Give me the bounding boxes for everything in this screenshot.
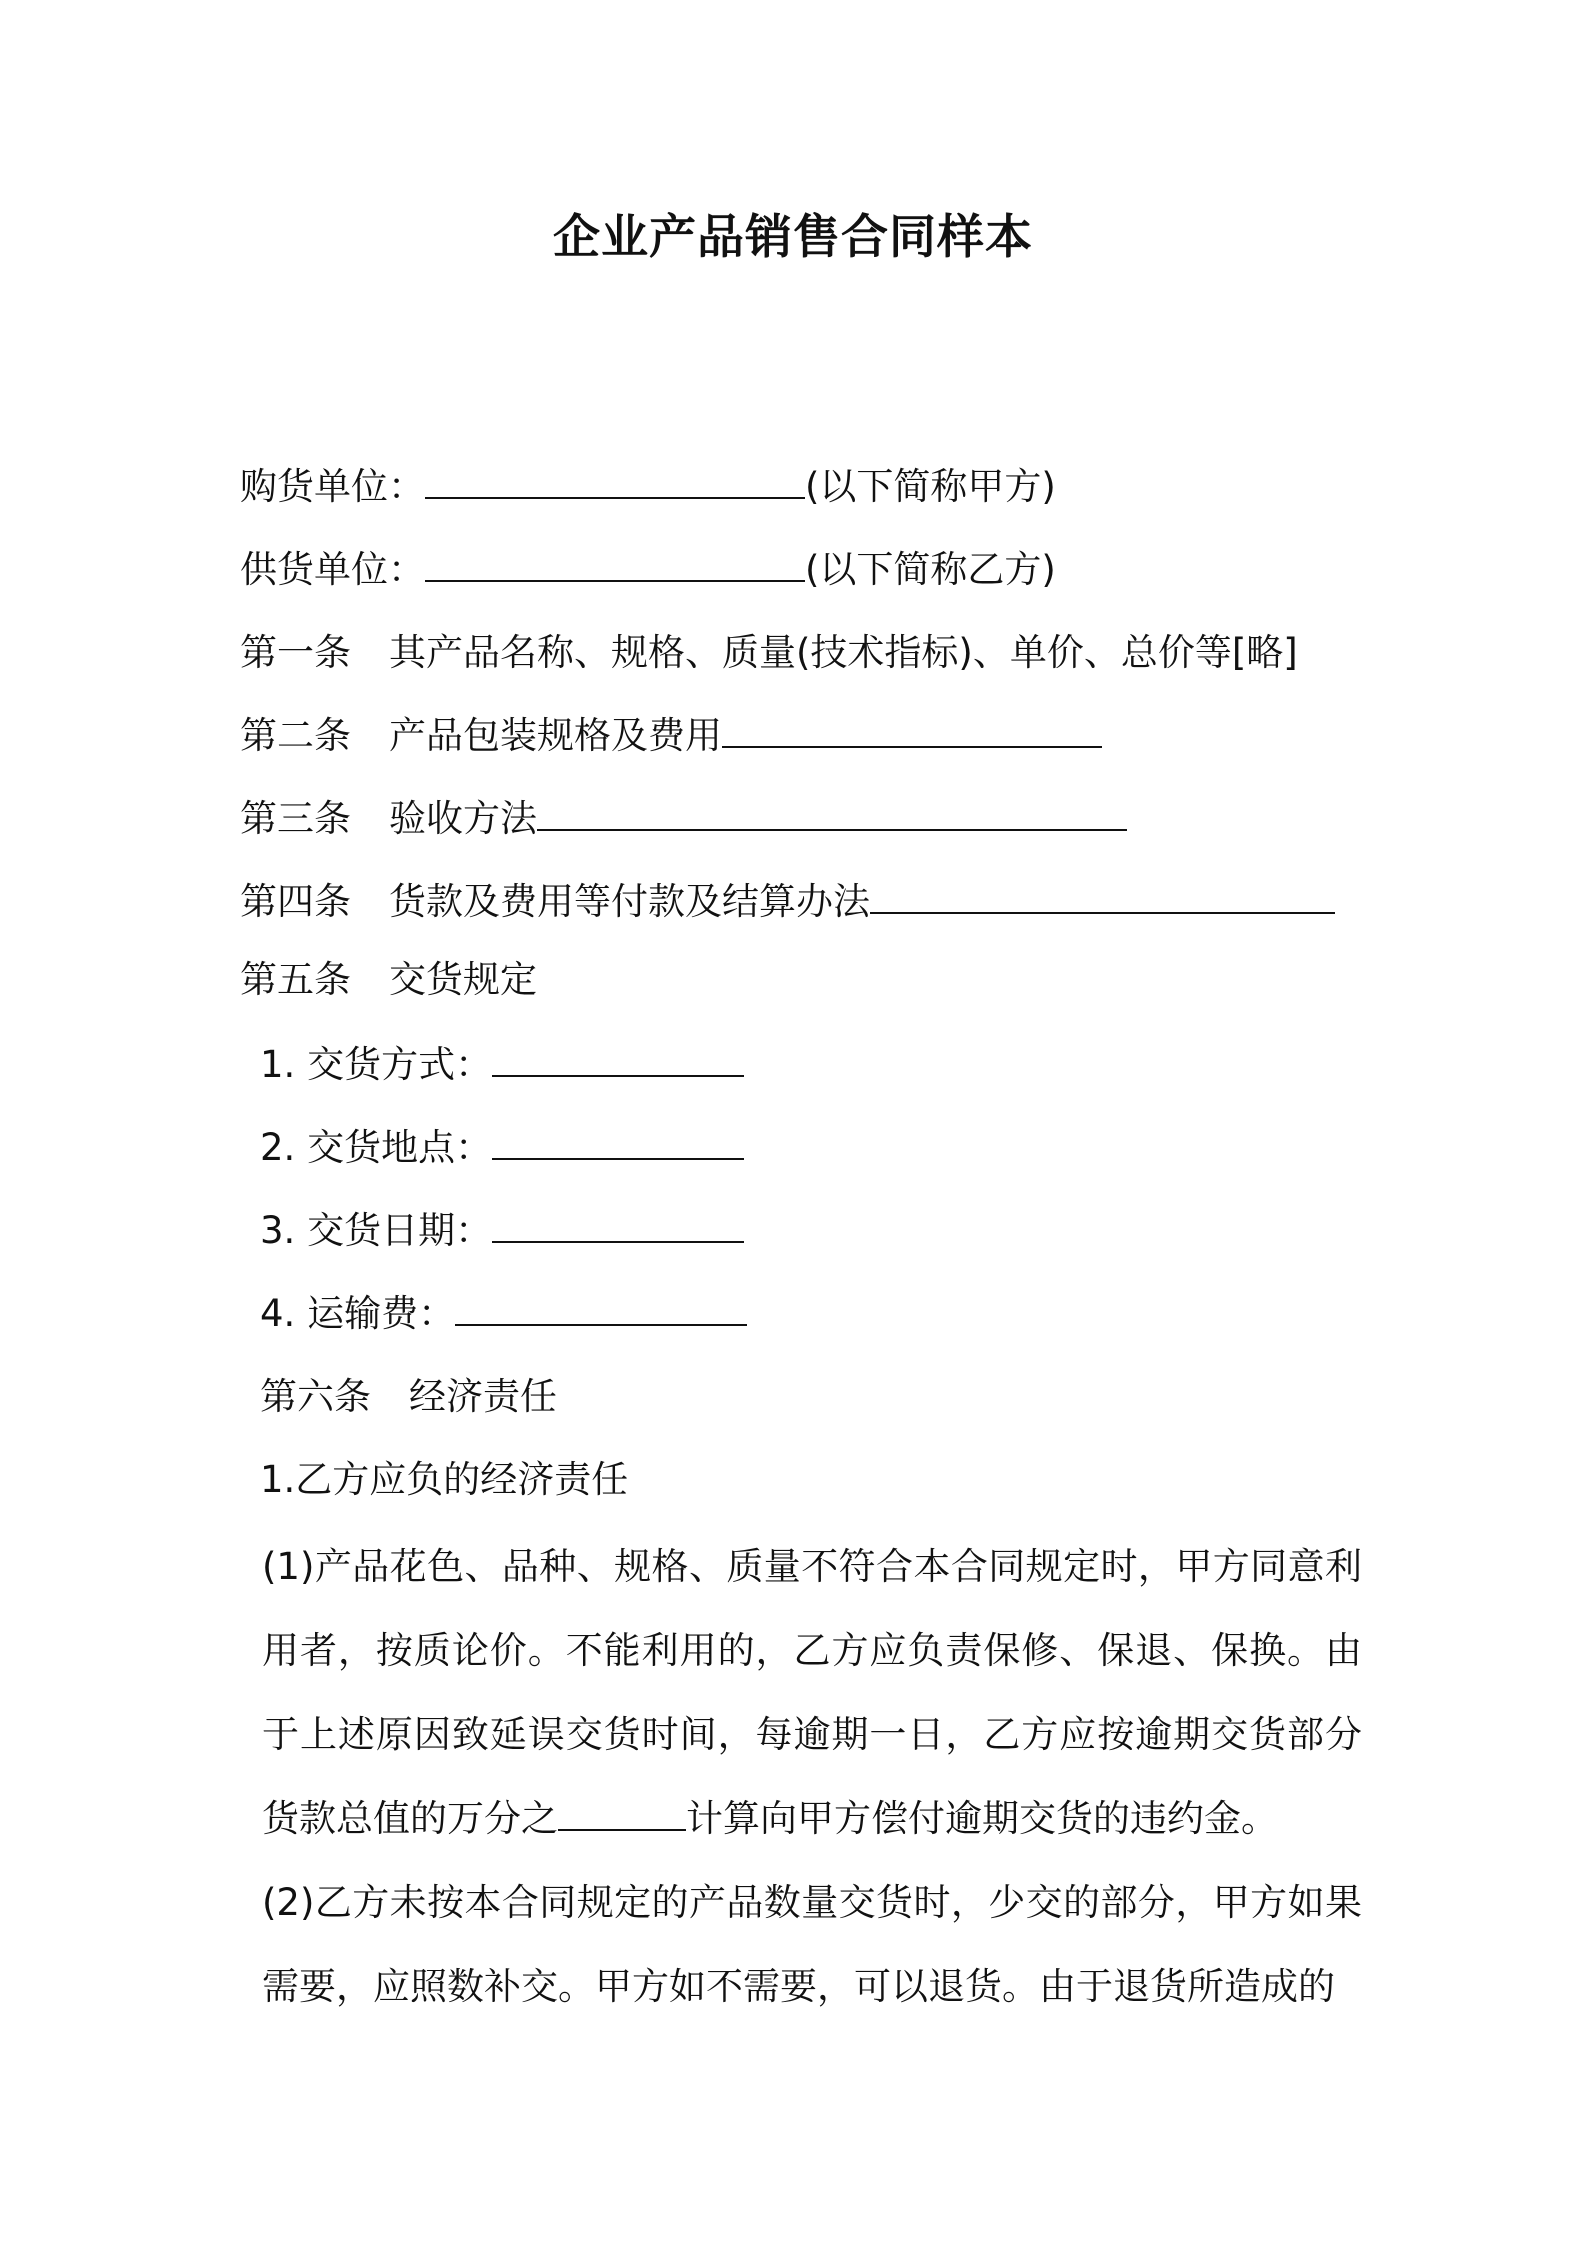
article-4-blank[interactable] <box>870 878 1335 914</box>
paragraph-1 <box>262 1525 1362 1861</box>
buyer-suffix: (以下简称甲方) <box>805 465 1056 508</box>
delivery-place <box>260 1123 744 1173</box>
delivery-method-blank[interactable] <box>492 1041 744 1077</box>
buyer-label: 购货单位： <box>240 465 425 508</box>
delivery-method-label: 1. 交货方式： <box>260 1043 493 1086</box>
article-3-number: 第三条 <box>240 797 351 840</box>
delivery-method <box>260 1040 744 1090</box>
article-2 <box>240 711 1102 761</box>
article-6-number: 第六条 <box>260 1375 371 1418</box>
paragraph-1-text: (1)产品花色、品种、规格、质量不符合本合同规定时，甲方同意利用者，按质论价。不能利用的，乙方应负责保修、保退、保换。由于上述原因致延误交货时间，每逾期一日，乙方应按逾期交货部分货款总值的万分之 <box>262 1545 1362 1840</box>
article-1 <box>240 628 1298 678</box>
delivery-date-label: 3. 交货日期： <box>260 1209 493 1252</box>
subsection-1: 1.乙方应负的经济责任 <box>260 1458 629 1501</box>
article-1-text: 其产品名称、规格、质量(技术指标)、单价、总价等[略] <box>389 631 1298 674</box>
delivery-place-label: 2. 交货地点： <box>260 1126 493 1169</box>
article-5 <box>240 955 537 1005</box>
article-6 <box>260 1372 557 1422</box>
article-4-number: 第四条 <box>240 880 351 923</box>
paragraph-2: (2)乙方未按本合同规定的产品数量交货时，少交的部分，甲方如果需要，应照数补交。甲方如不需要，可以退货。由于退货所造成的 <box>262 1881 1362 2008</box>
delivery-place-blank[interactable] <box>492 1124 744 1160</box>
article-6-text: 经济责任 <box>409 1375 557 1418</box>
penalty-rate-blank[interactable] <box>558 1795 686 1831</box>
article-5-number: 第五条 <box>240 958 351 1001</box>
article-2-text: 产品包装规格及费用 <box>389 714 722 757</box>
delivery-freight-blank[interactable] <box>455 1290 747 1326</box>
delivery-freight <box>260 1289 747 1339</box>
buyer-line <box>240 462 1056 512</box>
delivery-date-blank[interactable] <box>492 1207 744 1243</box>
seller-blank[interactable] <box>425 546 805 582</box>
article-2-number: 第二条 <box>240 714 351 757</box>
article-5-text: 交货规定 <box>389 958 537 1001</box>
article-3-blank[interactable] <box>537 795 1127 831</box>
article-2-blank[interactable] <box>722 712 1102 748</box>
paragraph-1-text-end: 计算向甲方偿付逾期交货的违约金。 <box>686 1797 1278 1840</box>
article-1-number: 第一条 <box>240 631 351 674</box>
article-3 <box>240 794 1127 844</box>
article-3-text: 验收方法 <box>389 797 537 840</box>
document-title: 企业产品销售合同样本 <box>553 210 1033 265</box>
article-4-text: 货款及费用等付款及结算办法 <box>389 880 870 923</box>
buyer-blank[interactable] <box>425 463 805 499</box>
article-4 <box>240 877 1335 927</box>
seller-suffix: (以下简称乙方) <box>805 548 1056 591</box>
seller-line <box>240 545 1056 595</box>
seller-label: 供货单位： <box>240 548 425 591</box>
delivery-date <box>260 1206 744 1256</box>
delivery-freight-label: 4. 运输费： <box>260 1292 456 1335</box>
